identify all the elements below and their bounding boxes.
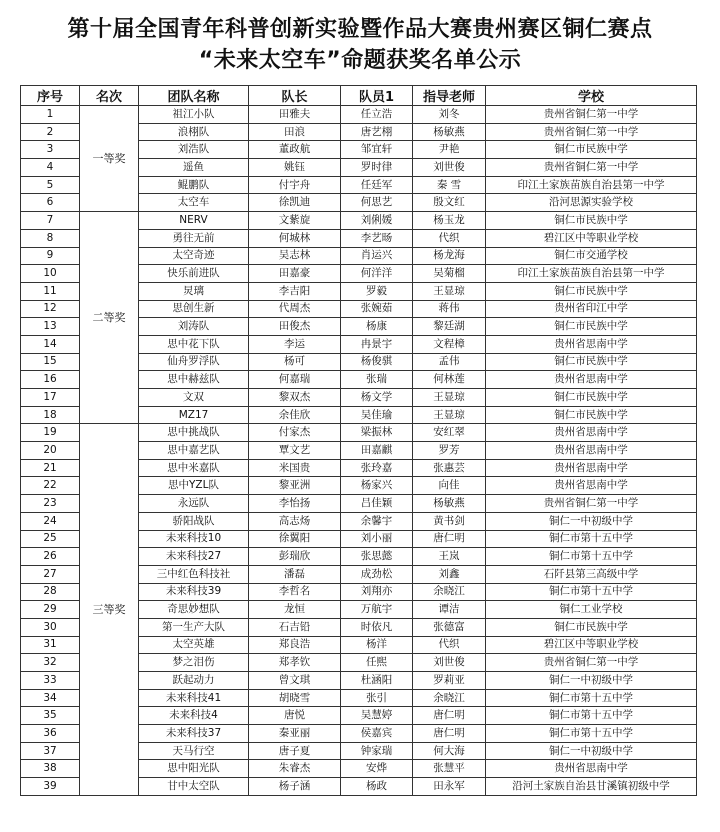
- cell-school: 印江土家族苗族自治县第一中学: [486, 265, 697, 283]
- cell-captain: 余佳欣: [249, 406, 341, 424]
- cell-rank: 二等奖: [80, 212, 139, 424]
- cell-school: 沿河土家族自治县甘溪镇初级中学: [486, 778, 697, 796]
- cell-team: 未来科技27: [139, 548, 249, 566]
- cell-captain: 杨子涵: [249, 778, 341, 796]
- cell-team: 勇往无前: [139, 229, 249, 247]
- cell-captain: 李吉阳: [249, 282, 341, 300]
- cell-member: 张思懿: [341, 548, 413, 566]
- cell-team: 思中嘉艺队: [139, 442, 249, 460]
- cell-advisor: 田永军: [413, 778, 486, 796]
- cell-school: 铜仁一中初级中学: [486, 672, 697, 690]
- cell-captain: 高志炀: [249, 512, 341, 530]
- cell-team: 遥鱼: [139, 159, 249, 177]
- header-index: 序号: [21, 86, 80, 106]
- cell-advisor: 余晓江: [413, 583, 486, 601]
- cell-captain: 李哲名: [249, 583, 341, 601]
- document-title-line1: 第十届全国青年科普创新实验暨作品大赛贵州赛区铜仁赛点: [67, 17, 653, 42]
- cell-index: 11: [21, 282, 80, 300]
- header-school: 学校: [486, 86, 697, 106]
- cell-member: 杨家兴: [341, 477, 413, 495]
- cell-school: 铜仁市第十五中学: [486, 707, 697, 725]
- cell-advisor: 唐仁明: [413, 530, 486, 548]
- cell-captain: 杨可: [249, 353, 341, 371]
- cell-advisor: 罗芳: [413, 442, 486, 460]
- cell-captain: 徐翼阳: [249, 530, 341, 548]
- cell-school: 贵州省思南中学: [486, 335, 697, 353]
- cell-member: 刘小丽: [341, 530, 413, 548]
- cell-index: 25: [21, 530, 80, 548]
- cell-school: 铜仁市民族中学: [486, 618, 697, 636]
- cell-member: 冉景宇: [341, 335, 413, 353]
- cell-index: 13: [21, 318, 80, 336]
- cell-school: 铜仁市民族中学: [486, 318, 697, 336]
- cell-team: 思中阳光队: [139, 760, 249, 778]
- table-header-row: [21, 86, 697, 106]
- cell-member: 张玲嘉: [341, 459, 413, 477]
- cell-captain: 吴志林: [249, 247, 341, 265]
- cell-member: 安烨: [341, 760, 413, 778]
- cell-team: NERV: [139, 212, 249, 230]
- cell-team: 思中YZL队: [139, 477, 249, 495]
- cell-member: 肖运兴: [341, 247, 413, 265]
- header-rank: 名次: [80, 86, 139, 106]
- cell-captain: 何嘉瑞: [249, 371, 341, 389]
- cell-captain: 付家杰: [249, 424, 341, 442]
- cell-captain: 李运: [249, 335, 341, 353]
- cell-captain: 田浪: [249, 123, 341, 141]
- cell-advisor: 谭洁: [413, 601, 486, 619]
- cell-advisor: 蒋伟: [413, 300, 486, 318]
- cell-member: 吕佳颖: [341, 495, 413, 513]
- cell-captain: 潘磊: [249, 565, 341, 583]
- cell-team: 未来科技41: [139, 689, 249, 707]
- cell-captain: 郑孝钦: [249, 654, 341, 672]
- cell-index: 3: [21, 141, 80, 159]
- cell-team: 思中花下队: [139, 335, 249, 353]
- cell-index: 31: [21, 636, 80, 654]
- cell-team: 思创生新: [139, 300, 249, 318]
- cell-advisor: 张德富: [413, 618, 486, 636]
- cell-advisor: 张慧平: [413, 760, 486, 778]
- cell-school: 贵州省铜仁第一中学: [486, 123, 697, 141]
- cell-team: 未来科技4: [139, 707, 249, 725]
- cell-captain: 徐凯迪: [249, 194, 341, 212]
- cell-index: 27: [21, 565, 80, 583]
- cell-school: 铜仁市第十五中学: [486, 583, 697, 601]
- cell-captain: 黎亚洲: [249, 477, 341, 495]
- cell-advisor: 黎廷湖: [413, 318, 486, 336]
- cell-rank: 一等奖: [80, 106, 139, 212]
- cell-captain: 曾文琪: [249, 672, 341, 690]
- cell-captain: 唐子夏: [249, 742, 341, 760]
- cell-team: 第一生产大队: [139, 618, 249, 636]
- cell-index: 37: [21, 742, 80, 760]
- cell-member: 杨文学: [341, 389, 413, 407]
- cell-team: 奇思妙想队: [139, 601, 249, 619]
- cell-index: 20: [21, 442, 80, 460]
- cell-captain: 龙恒: [249, 601, 341, 619]
- cell-member: 罗毅: [341, 282, 413, 300]
- cell-advisor: 向佳: [413, 477, 486, 495]
- cell-team: 未来科技39: [139, 583, 249, 601]
- cell-captain: 胡晓雪: [249, 689, 341, 707]
- cell-advisor: 尹艳: [413, 141, 486, 159]
- cell-advisor: 代织: [413, 636, 486, 654]
- cell-member: 何洋洋: [341, 265, 413, 283]
- cell-rank: 三等奖: [80, 424, 139, 795]
- cell-member: 何思艺: [341, 194, 413, 212]
- cell-captain: 田俊杰: [249, 318, 341, 336]
- cell-index: 12: [21, 300, 80, 318]
- cell-captain: 李怡扬: [249, 495, 341, 513]
- cell-team: 太空奇迹: [139, 247, 249, 265]
- cell-captain: 郑良浩: [249, 636, 341, 654]
- cell-captain: 文紫旋: [249, 212, 341, 230]
- cell-index: 23: [21, 495, 80, 513]
- cell-captain: 覃文艺: [249, 442, 341, 460]
- cell-advisor: 王显琼: [413, 406, 486, 424]
- cell-member: 杨俊骐: [341, 353, 413, 371]
- cell-index: 10: [21, 265, 80, 283]
- cell-advisor: 刘鑫: [413, 565, 486, 583]
- cell-team: MZ17: [139, 406, 249, 424]
- cell-team: 三中红色科技社: [139, 565, 249, 583]
- cell-member: 杨洋: [341, 636, 413, 654]
- table-row: [21, 424, 697, 442]
- cell-member: 刘俐媛: [341, 212, 413, 230]
- cell-member: 刘翔亦: [341, 583, 413, 601]
- cell-index: 22: [21, 477, 80, 495]
- cell-team: 文双: [139, 389, 249, 407]
- cell-school: 铜仁市民族中学: [486, 389, 697, 407]
- cell-index: 2: [21, 123, 80, 141]
- cell-advisor: 王显琼: [413, 389, 486, 407]
- cell-school: 贵州省铜仁第一中学: [486, 495, 697, 513]
- cell-member: 田嘉麒: [341, 442, 413, 460]
- cell-school: 贵州省思南中学: [486, 477, 697, 495]
- cell-index: 4: [21, 159, 80, 177]
- cell-captain: 石吉铅: [249, 618, 341, 636]
- cell-advisor: 杨敏燕: [413, 495, 486, 513]
- cell-captain: 米国贵: [249, 459, 341, 477]
- cell-school: 印江土家族苗族自治县第一中学: [486, 176, 697, 194]
- cell-index: 1: [21, 106, 80, 124]
- cell-member: 杜涵阳: [341, 672, 413, 690]
- cell-school: 贵州省铜仁第一中学: [486, 654, 697, 672]
- cell-school: 铜仁市第十五中学: [486, 725, 697, 743]
- cell-member: 杨康: [341, 318, 413, 336]
- cell-team: 思中挑战队: [139, 424, 249, 442]
- cell-advisor: 杨玉龙: [413, 212, 486, 230]
- cell-team: 梦之泪伤: [139, 654, 249, 672]
- cell-index: 26: [21, 548, 80, 566]
- cell-index: 8: [21, 229, 80, 247]
- cell-index: 39: [21, 778, 80, 796]
- table-row: [21, 106, 697, 124]
- cell-member: 余馨宇: [341, 512, 413, 530]
- cell-advisor: 代织: [413, 229, 486, 247]
- cell-index: 14: [21, 335, 80, 353]
- cell-school: 贵州省思南中学: [486, 424, 697, 442]
- cell-advisor: 孟伟: [413, 353, 486, 371]
- cell-captain: 朱睿杰: [249, 760, 341, 778]
- cell-member: 吴慧婷: [341, 707, 413, 725]
- cell-member: 张婉茹: [341, 300, 413, 318]
- cell-school: 铜仁市第十五中学: [486, 530, 697, 548]
- header-member: 队员1: [341, 86, 413, 106]
- cell-team: 太空车: [139, 194, 249, 212]
- cell-team: 炅璃: [139, 282, 249, 300]
- cell-school: 铜仁市民族中学: [486, 212, 697, 230]
- cell-index: 16: [21, 371, 80, 389]
- cell-school: 贵州省思南中学: [486, 442, 697, 460]
- cell-captain: 付宇舟: [249, 176, 341, 194]
- cell-school: 碧江区中等职业学校: [486, 229, 697, 247]
- cell-school: 贵州省思南中学: [486, 459, 697, 477]
- cell-member: 吴佳瑜: [341, 406, 413, 424]
- cell-index: 33: [21, 672, 80, 690]
- cell-index: 15: [21, 353, 80, 371]
- award-table: [20, 85, 697, 796]
- cell-index: 24: [21, 512, 80, 530]
- cell-captain: 秦亚丽: [249, 725, 341, 743]
- cell-team: 鲲鹏队: [139, 176, 249, 194]
- cell-captain: 何城林: [249, 229, 341, 247]
- cell-advisor: 唐仁明: [413, 725, 486, 743]
- cell-member: 万航宇: [341, 601, 413, 619]
- cell-school: 石阡县第三高级中学: [486, 565, 697, 583]
- cell-school: 碧江区中等职业学校: [486, 636, 697, 654]
- cell-advisor: 黄书剑: [413, 512, 486, 530]
- cell-index: 9: [21, 247, 80, 265]
- cell-school: 沿河思源实验学校: [486, 194, 697, 212]
- cell-member: 杨政: [341, 778, 413, 796]
- cell-school: 铜仁一中初级中学: [486, 742, 697, 760]
- cell-index: 7: [21, 212, 80, 230]
- cell-team: 快乐前进队: [139, 265, 249, 283]
- cell-member: 钟家瑞: [341, 742, 413, 760]
- cell-member: 李艺旸: [341, 229, 413, 247]
- cell-team: 祖江小队: [139, 106, 249, 124]
- cell-advisor: 王显琼: [413, 282, 486, 300]
- cell-captain: 姚钰: [249, 159, 341, 177]
- cell-school: 贵州省铜仁第一中学: [486, 159, 697, 177]
- cell-index: 38: [21, 760, 80, 778]
- header-captain: 队长: [249, 86, 341, 106]
- cell-school: 铜仁市交通学校: [486, 247, 697, 265]
- cell-index: 30: [21, 618, 80, 636]
- header-advisor: 指导老师: [413, 86, 486, 106]
- cell-team: 天马行空: [139, 742, 249, 760]
- cell-school: 铜仁工业学校: [486, 601, 697, 619]
- cell-advisor: 秦 雪: [413, 176, 486, 194]
- cell-team: 浪栩队: [139, 123, 249, 141]
- cell-advisor: 余晓江: [413, 689, 486, 707]
- cell-school: 铜仁市民族中学: [486, 406, 697, 424]
- cell-captain: 彭瑞欣: [249, 548, 341, 566]
- cell-index: 28: [21, 583, 80, 601]
- cell-index: 18: [21, 406, 80, 424]
- cell-advisor: 何林莲: [413, 371, 486, 389]
- cell-index: 17: [21, 389, 80, 407]
- cell-index: 32: [21, 654, 80, 672]
- cell-captain: 田雅夫: [249, 106, 341, 124]
- cell-index: 36: [21, 725, 80, 743]
- cell-advisor: 王岚: [413, 548, 486, 566]
- cell-advisor: 吴菊榴: [413, 265, 486, 283]
- cell-team: 思中米嘉队: [139, 459, 249, 477]
- cell-member: 任廷军: [341, 176, 413, 194]
- cell-index: 35: [21, 707, 80, 725]
- cell-index: 19: [21, 424, 80, 442]
- cell-school: 贵州省印江中学: [486, 300, 697, 318]
- cell-advisor: 刘冬: [413, 106, 486, 124]
- cell-member: 唐艺栩: [341, 123, 413, 141]
- cell-school: 贵州省铜仁第一中学: [486, 106, 697, 124]
- cell-index: 6: [21, 194, 80, 212]
- cell-school: 铜仁一中初级中学: [486, 512, 697, 530]
- cell-school: 铜仁市民族中学: [486, 353, 697, 371]
- cell-team: 跃起动力: [139, 672, 249, 690]
- cell-school: 铜仁市第十五中学: [486, 689, 697, 707]
- cell-team: 仙舟罗浮队: [139, 353, 249, 371]
- cell-member: 邹宜轩: [341, 141, 413, 159]
- cell-school: 铜仁市民族中学: [486, 141, 697, 159]
- cell-advisor: 罗莉亚: [413, 672, 486, 690]
- document-title-line2: “未来太空车”命题获奖名单公示: [198, 48, 522, 73]
- header-team: 团队名称: [139, 86, 249, 106]
- cell-index: 5: [21, 176, 80, 194]
- cell-captain: 田嘉豪: [249, 265, 341, 283]
- cell-school: 铜仁市第十五中学: [486, 548, 697, 566]
- cell-advisor: 殷文红: [413, 194, 486, 212]
- cell-advisor: 刘世俊: [413, 654, 486, 672]
- cell-index: 21: [21, 459, 80, 477]
- cell-team: 永远队: [139, 495, 249, 513]
- cell-team: 太空英雄: [139, 636, 249, 654]
- cell-advisor: 杨敏燕: [413, 123, 486, 141]
- cell-advisor: 何大海: [413, 742, 486, 760]
- cell-captain: 黎双杰: [249, 389, 341, 407]
- cell-team: 刘浩队: [139, 141, 249, 159]
- cell-advisor: 安红翠: [413, 424, 486, 442]
- cell-member: 梁振林: [341, 424, 413, 442]
- cell-member: 侯嘉宾: [341, 725, 413, 743]
- table-row: [21, 212, 697, 230]
- cell-advisor: 张惠芸: [413, 459, 486, 477]
- cell-team: 未来科技10: [139, 530, 249, 548]
- cell-member: 时依凡: [341, 618, 413, 636]
- cell-advisor: 刘世俊: [413, 159, 486, 177]
- cell-advisor: 文程樟: [413, 335, 486, 353]
- cell-captain: 唐悦: [249, 707, 341, 725]
- cell-captain: 代周杰: [249, 300, 341, 318]
- cell-index: 29: [21, 601, 80, 619]
- cell-school: 贵州省思南中学: [486, 760, 697, 778]
- cell-team: 思中赫兹队: [139, 371, 249, 389]
- cell-member: 成劲松: [341, 565, 413, 583]
- cell-member: 罗时律: [341, 159, 413, 177]
- cell-school: 铜仁市民族中学: [486, 282, 697, 300]
- cell-team: 甘中太空队: [139, 778, 249, 796]
- cell-index: 34: [21, 689, 80, 707]
- cell-team: 未来科技37: [139, 725, 249, 743]
- cell-school: 贵州省思南中学: [486, 371, 697, 389]
- cell-captain: 董政航: [249, 141, 341, 159]
- cell-member: 任立浩: [341, 106, 413, 124]
- cell-member: 张引: [341, 689, 413, 707]
- cell-advisor: 杨龙海: [413, 247, 486, 265]
- cell-team: 刘涛队: [139, 318, 249, 336]
- cell-member: 任熙: [341, 654, 413, 672]
- cell-team: 骄阳战队: [139, 512, 249, 530]
- cell-advisor: 唐仁明: [413, 707, 486, 725]
- cell-member: 张瑞: [341, 371, 413, 389]
